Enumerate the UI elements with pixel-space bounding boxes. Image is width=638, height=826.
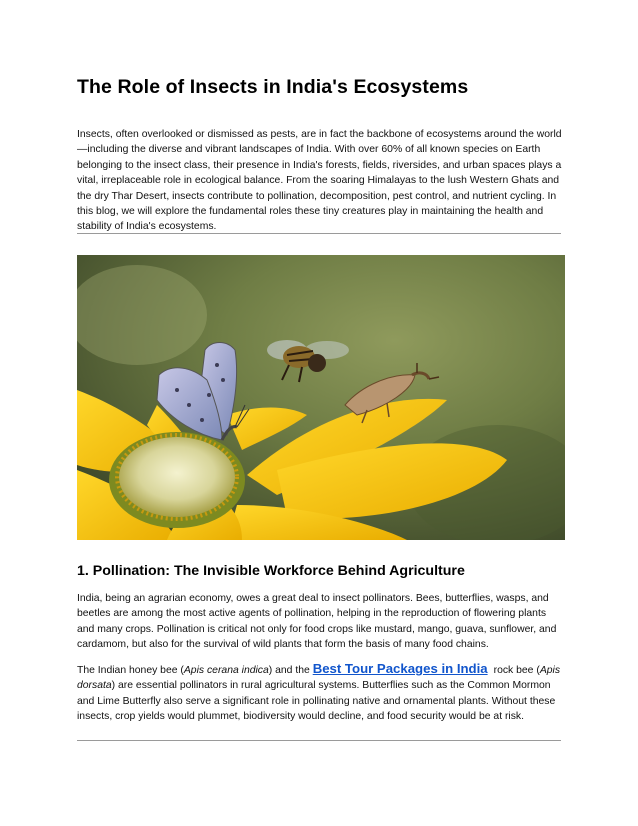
text-fragment: The Indian honey bee ( bbox=[77, 665, 184, 676]
honey-bee-paragraph bbox=[77, 661, 563, 725]
section-heading-pollination: 1. Pollination: The Invisible Workforce Behind Agriculture bbox=[77, 563, 465, 579]
intro-paragraph: Insects, often overlooked or dismissed as pests, are in fact the backbone of ecosystems around the world—including the diverse and vibrant landscapes of India. With over 60% of all known species on Earth belonging to the insect class, their presence in India's forests, fields, riversides, and urban spaces plays a vital, irreplaceable role in ecological balance. From the soaring Himalayas to the lush Western Ghats and the dry Thar Desert, insects contribute to pollination, decomposition, pest control, and nutrient cycling. In this blog, we will explore the fundamental roles these tiny creatures play in maintaining the health and stability of India's ecosystems. bbox=[77, 129, 562, 233]
page-title: The Role of Insects in India's Ecosystems bbox=[77, 76, 469, 98]
species-name: Apis cerana indica bbox=[183, 665, 269, 676]
species-name: Apis dorsata bbox=[77, 665, 561, 692]
text-fragment: rock bee ( bbox=[493, 665, 540, 676]
text-fragment: ) are essential pollinators in rural agricultural systems. Butterflies such as the Common Mormon and Lime Butterfly also serve a significant role in pollinating native and ornamental plants. Without these insects, crop yields would plummet, biodiversity would decline, and food security would be at risk. bbox=[77, 680, 556, 723]
divider bbox=[77, 740, 561, 741]
tour-packages-link[interactable]: Best Tour Packages in India bbox=[312, 661, 488, 676]
divider bbox=[77, 233, 561, 234]
text-fragment: ) and the bbox=[268, 665, 313, 676]
pollination-paragraph: India, being an agrarian economy, owes a great deal to insect pollinators. Bees, butterflies, wasps, and beetles are among the most active agents of pollination, helping in the reproduction of flowering plants and many crops. Pollination is critical not only for food crops like mustard, mango, guava, sunflower, and cardamom, but also for the survival of wild plants that form the basis of many food chains. bbox=[77, 593, 557, 651]
insects-on-flower-photo bbox=[77, 255, 565, 540]
flower-illustration-icon bbox=[77, 255, 565, 540]
